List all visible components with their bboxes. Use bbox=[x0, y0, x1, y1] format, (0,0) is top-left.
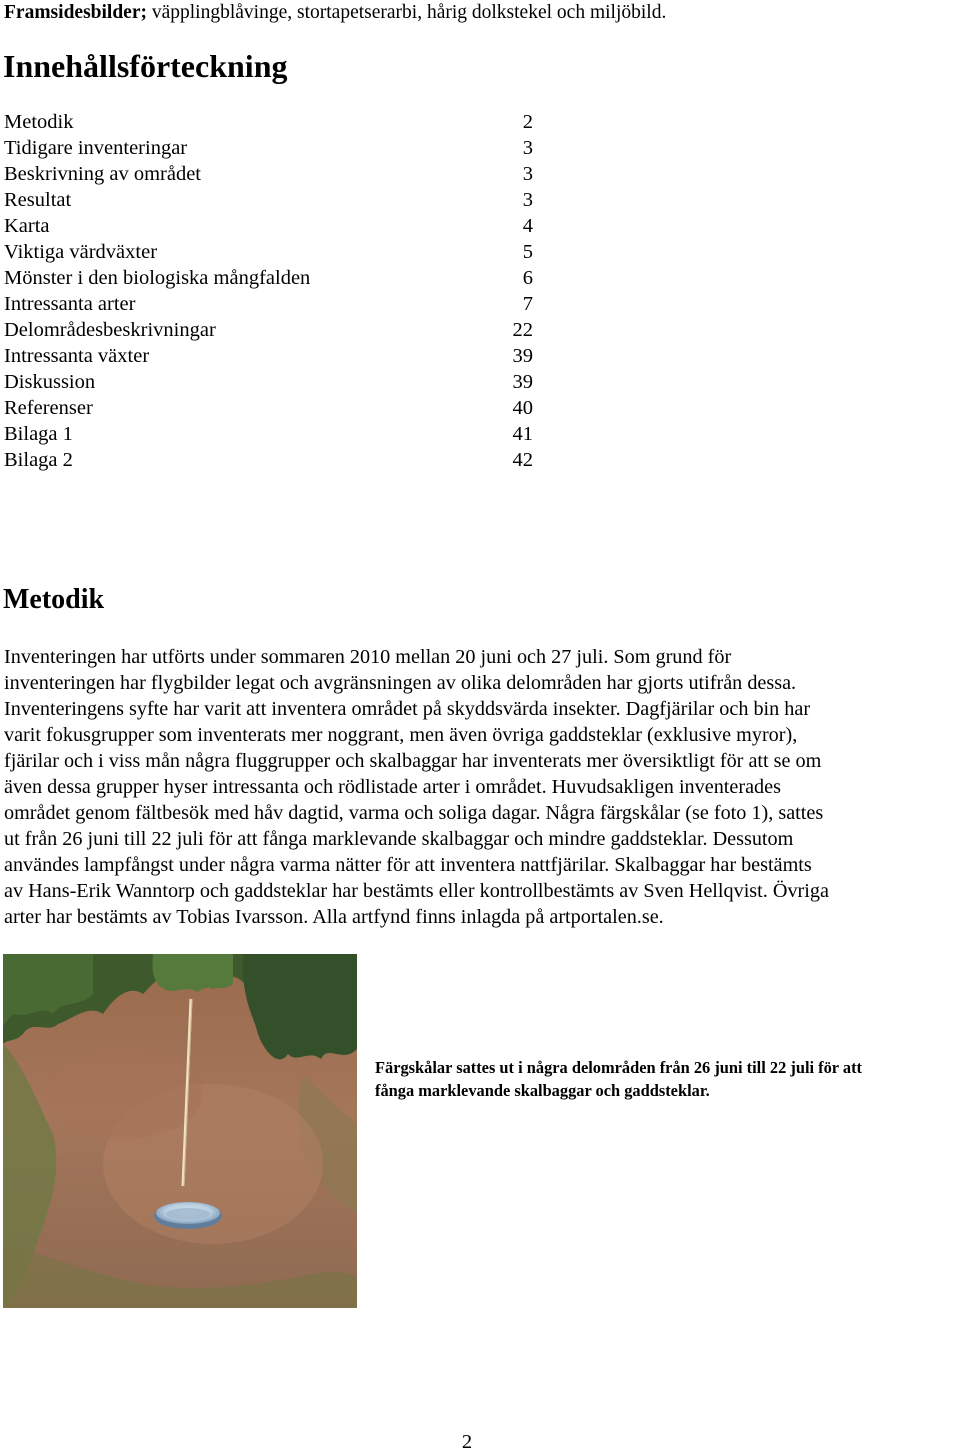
toc-entry-title: Bilaga 1 bbox=[4, 423, 73, 445]
toc-entry-page: 2 bbox=[522, 111, 533, 133]
toc-entry bbox=[4, 187, 544, 213]
toc-entry-title: Viktiga värdväxter bbox=[4, 241, 158, 263]
toc-entry-title: Delområdesbeskrivningar bbox=[4, 319, 216, 341]
toc-entry-page: 40 bbox=[512, 397, 533, 419]
toc-entry-page: 41 bbox=[512, 423, 533, 445]
toc-entry-title: Metodik bbox=[4, 111, 74, 133]
toc-entry-page: 42 bbox=[512, 449, 533, 471]
paragraph-line: ut från 26 juni till 22 juli för att fånga marklevande skalbaggar och mindre gaddsteklar. Dessutom bbox=[4, 828, 794, 850]
toc-entry bbox=[4, 421, 544, 447]
section-heading: Metodik bbox=[3, 584, 105, 615]
paragraph-line: Inventeringens syfte har varit att inventera området på skyddsvärda insekter. Dagfjärilar och bin har bbox=[4, 698, 811, 720]
toc-entry bbox=[4, 213, 544, 239]
cover-images-label: Framsidesbilder; bbox=[4, 2, 147, 23]
section-paragraph bbox=[4, 644, 960, 930]
toc-entry bbox=[4, 291, 544, 317]
toc-entry-page: 39 bbox=[512, 371, 533, 393]
toc-entry-title: Diskussion bbox=[4, 371, 96, 393]
caption-line: fånga marklevande skalbaggar och gaddsteklar. bbox=[375, 1081, 710, 1100]
paragraph-line: av Hans-Erik Wanntorp och gaddsteklar har bestämts eller kontrollbestämts av Sven Hellqvist. Övriga bbox=[4, 880, 829, 902]
paragraph-line: inventeringen har flygbilder legat och avgränsningen av olika delområden har gjorts utifrån dessa. bbox=[4, 672, 797, 694]
toc-entry-title: Tidigare inventeringar bbox=[4, 137, 188, 159]
paragraph-line: Inventeringen har utförts under sommaren 2010 mellan 20 juni och 27 juli. Som grund för bbox=[4, 646, 732, 668]
toc-entry-title: Bilaga 2 bbox=[4, 449, 73, 471]
paragraph-line: arter har bestämts av Tobias Ivarsson. Alla artfynd finns inlagda på artportalen.se. bbox=[4, 906, 664, 928]
toc-entry-title: Intressanta växter bbox=[4, 345, 150, 367]
page-number: 2 bbox=[461, 1431, 473, 1453]
toc-entry bbox=[4, 369, 544, 395]
caption-line: Färgskålar sattes ut i några delområden från 26 juni till 22 juli för att bbox=[375, 1058, 862, 1077]
paragraph-line: varit fokusgrupper som inventerats mer noggrant, men även övriga gaddsteklar (exklusive myror), bbox=[4, 724, 798, 746]
toc-entry-page: 7 bbox=[522, 293, 533, 315]
toc-entry-title: Referenser bbox=[4, 397, 93, 419]
toc-entry bbox=[4, 395, 544, 421]
paragraph-line: området genom fältbesök med håv dagtid, varma och soliga dagar. Några färgskålar (se foto 1), sattes bbox=[4, 802, 824, 824]
toc-entry-page: 39 bbox=[512, 345, 533, 367]
paragraph-line: användes lampfångst under några varma nätter för att inventera nattfjärilar. Skalbaggar har bestämts bbox=[4, 854, 812, 876]
toc-entry-title: Resultat bbox=[4, 189, 72, 211]
toc-entry-title: Karta bbox=[4, 215, 50, 237]
toc-entry-title: Mönster i den biologiska mångfalden bbox=[4, 267, 311, 289]
toc-entry bbox=[4, 135, 544, 161]
paragraph-line: även dessa grupper hyser intressanta och rödlistade arter i området. Huvudsakligen inventerades bbox=[4, 776, 781, 798]
table-of-contents bbox=[4, 109, 544, 473]
toc-entry-page: 4 bbox=[522, 215, 533, 237]
toc-entry-page: 6 bbox=[522, 267, 533, 289]
field-photo-pan-trap bbox=[3, 954, 357, 1308]
toc-heading: Innehållsförteckning bbox=[3, 48, 288, 84]
toc-entry bbox=[4, 161, 544, 187]
toc-entry-page: 3 bbox=[522, 189, 533, 211]
toc-entry-page: 5 bbox=[522, 241, 533, 263]
toc-entry bbox=[4, 343, 544, 369]
toc-entry-page: 22 bbox=[512, 319, 533, 341]
toc-entry-title: Beskrivning av området bbox=[4, 163, 201, 185]
cover-images-note bbox=[4, 2, 666, 24]
toc-entry bbox=[4, 317, 544, 343]
paragraph-line: fjärilar och i viss mån några fluggrupper och skalbaggar har inventerats mer översiktligt för att se om bbox=[4, 750, 822, 772]
toc-entry-page: 3 bbox=[522, 137, 533, 159]
cover-images-text: väpplingblåvinge, stortapetserarbi, hårig dolkstekel och miljöbild. bbox=[146, 2, 667, 23]
toc-entry bbox=[4, 265, 544, 291]
toc-entry bbox=[4, 109, 544, 135]
toc-entry bbox=[4, 239, 544, 265]
toc-entry bbox=[4, 447, 544, 473]
toc-entry-title: Intressanta arter bbox=[4, 293, 136, 315]
figure-caption bbox=[375, 1056, 955, 1102]
toc-entry-page: 3 bbox=[522, 163, 533, 185]
